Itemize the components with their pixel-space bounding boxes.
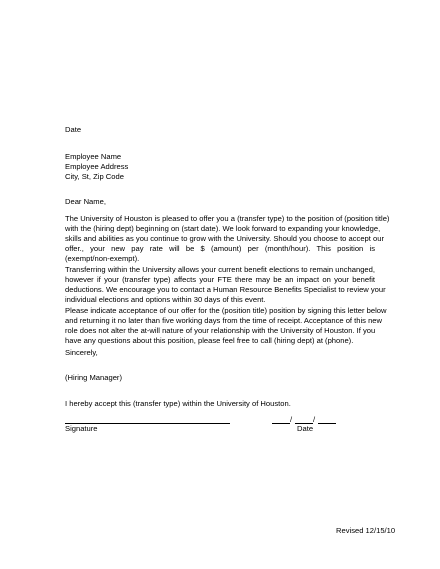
paragraph-line: and returning it no later than five working days from the time of receipt. Acceptance of this new <box>65 316 382 325</box>
date-slash: / <box>290 415 293 424</box>
addressee-block <box>65 152 375 182</box>
city-state-zip: City, St, Zip Code <box>65 172 124 181</box>
paragraph-line: offer., your new pay rate will be $ (amount) per (month/hour). This position is <box>65 244 375 253</box>
paragraph-line: however if your (transfer type) affects your FTE there may be an impact on your benefit <box>65 275 375 284</box>
hiring-manager-signer: (Hiring Manager) <box>65 373 122 382</box>
employee-address: Employee Address <box>65 162 129 171</box>
closing: Sincerely, <box>65 348 98 357</box>
paragraph-line: Please indicate acceptance of our offer for the (position title) position by signing this letter below <box>65 306 387 315</box>
acceptance-statement: I hereby accept this (transfer type) within the University of Houston. <box>65 399 291 408</box>
paragraph-line: The University of Houston is pleased to offer you a (transfer type) to the position of (position title) <box>65 214 390 223</box>
employee-name: Employee Name <box>65 152 122 161</box>
paragraph-offer <box>65 214 390 264</box>
paragraph-line: Transferring within the University allows your current benefit elections to remain unchanged, <box>65 265 375 274</box>
paragraph-line: skills and abilities as you continue to grow with the University. Should you choose to accept our <box>65 234 384 243</box>
paragraph-line: (exempt/non-exempt). <box>65 254 140 263</box>
date-month-line <box>272 423 290 424</box>
date-label: Date <box>65 125 82 134</box>
paragraph-benefits <box>65 265 386 305</box>
date-year-line <box>318 423 336 424</box>
paragraph-line: have any questions about this position, please feel free to call (hiring dept) at (phone). <box>65 336 354 345</box>
date-slash: / <box>313 415 316 424</box>
paragraph-line: role does not alter the at-will nature of your relationship with the University of Houston. If you <box>65 326 376 335</box>
revised-date: Revised 12/15/10 <box>336 526 396 535</box>
signature-label: Signature <box>65 424 98 433</box>
paragraph-line: with the (hiring dept) beginning on (start date). We look forward to expanding your knowledge, <box>65 224 381 233</box>
salutation: Dear Name, <box>65 197 106 206</box>
paragraph-line: individual elections and options within 30 days of this event. <box>65 295 266 304</box>
paragraph-acceptance <box>65 306 387 346</box>
paragraph-line: deductions. We encourage you to contact a Human Resource Benefits Specialist to review your <box>65 285 386 294</box>
date-field-label: Date <box>297 424 314 433</box>
